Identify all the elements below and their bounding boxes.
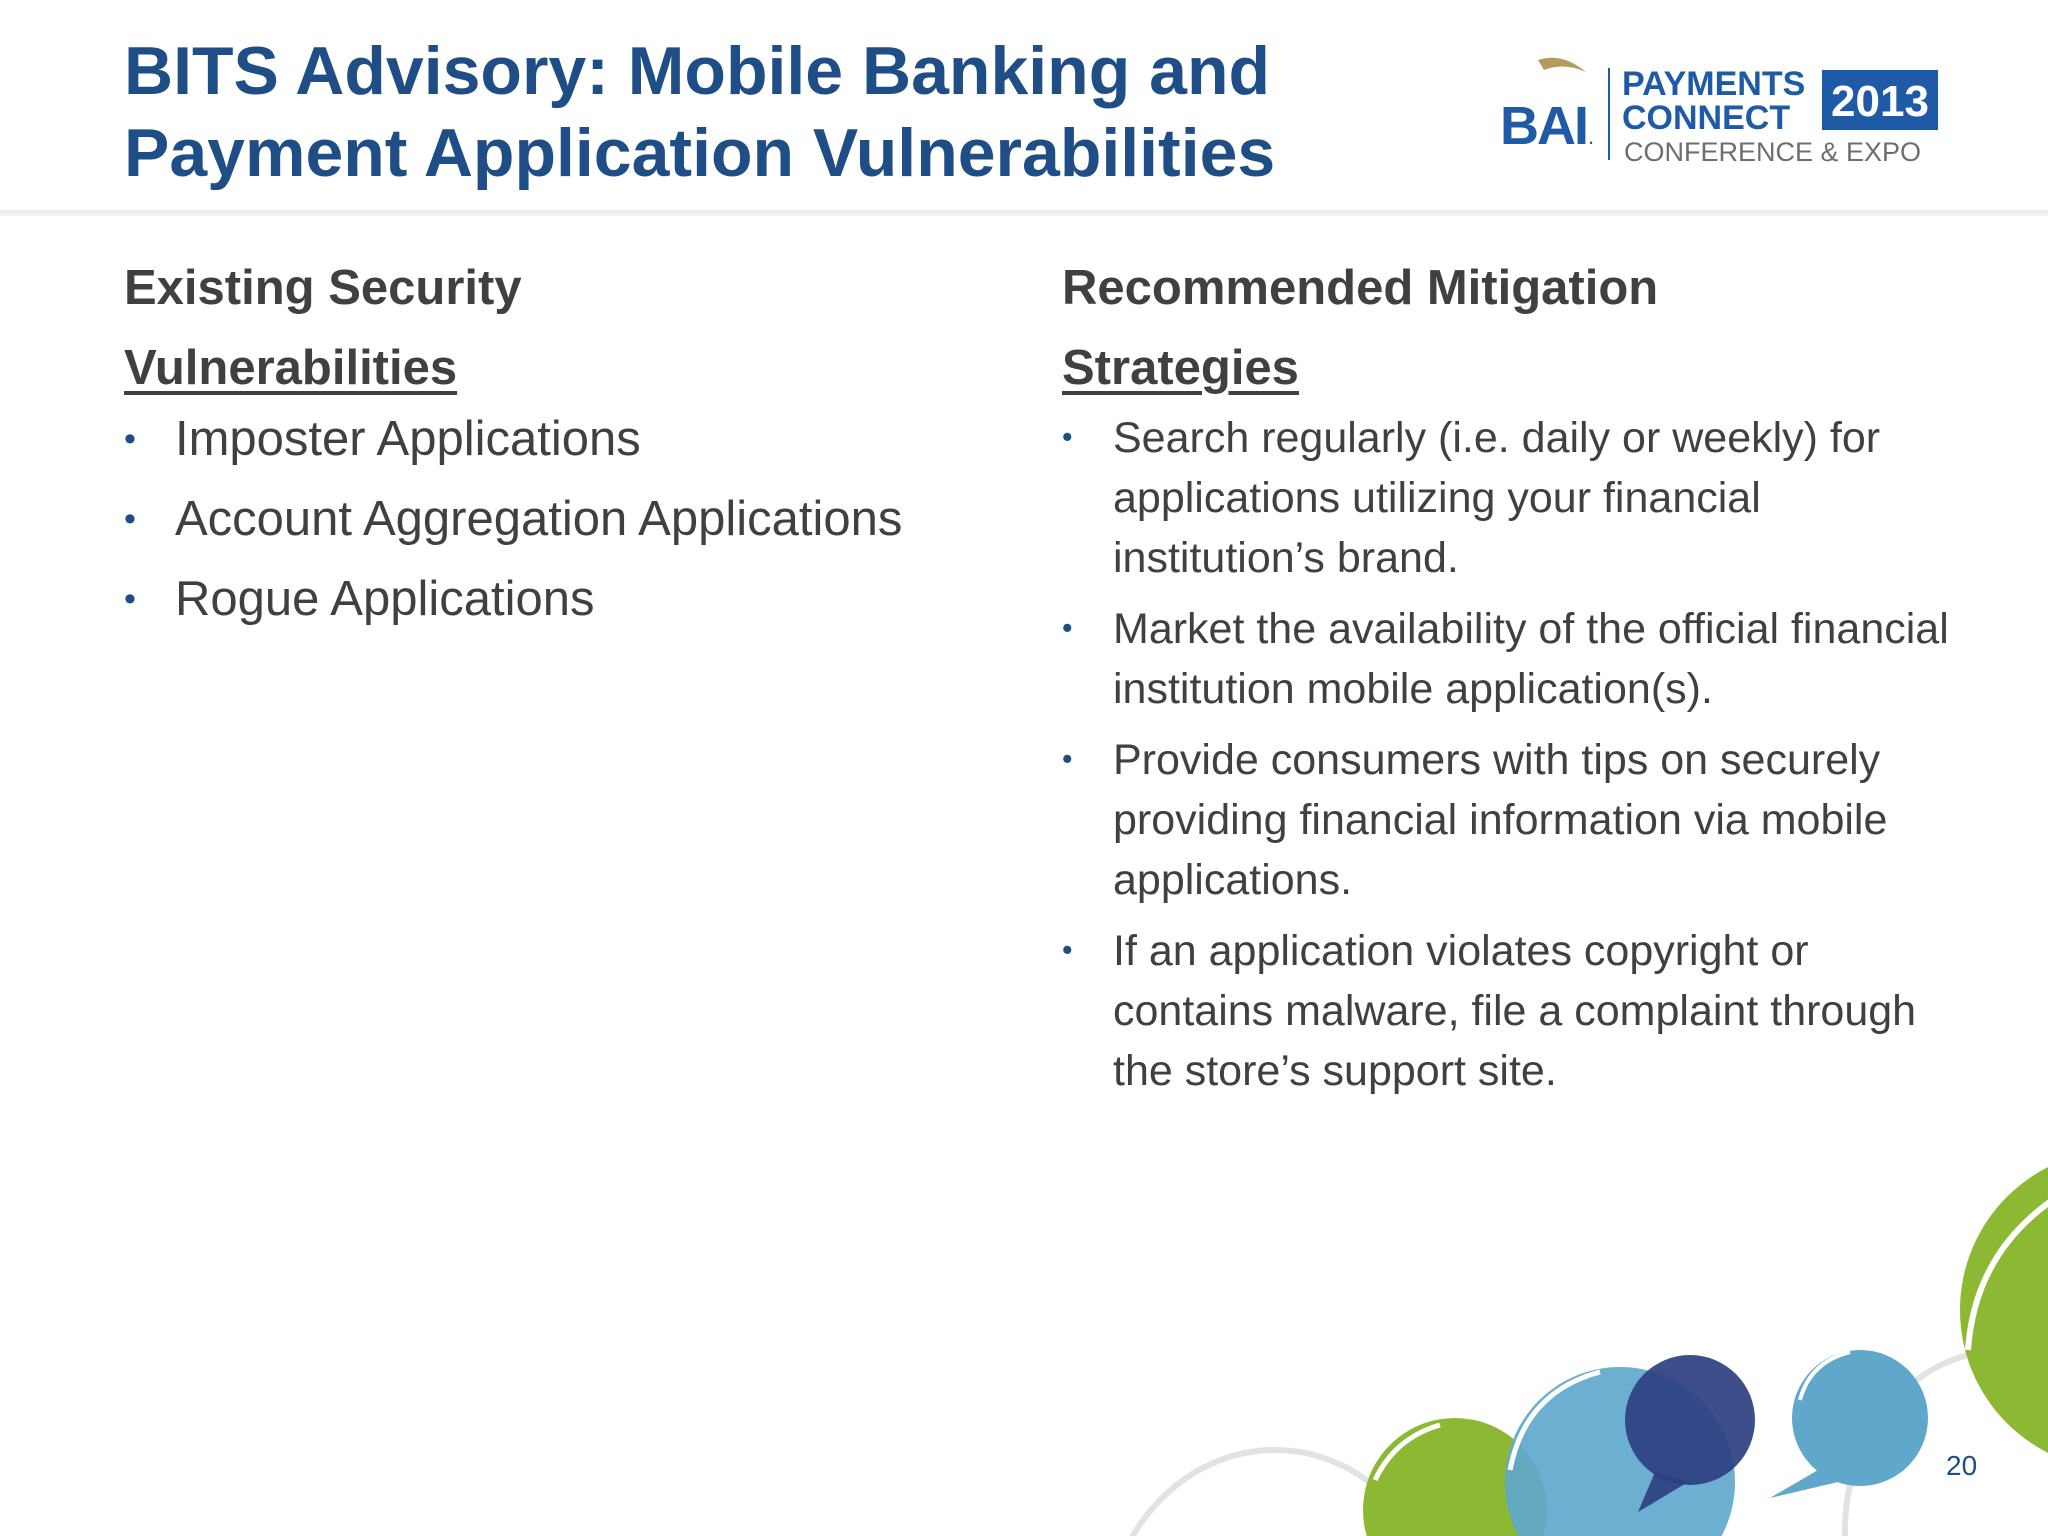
slide-title-line-2: Payment Application Vulnerabilities: [124, 115, 1276, 191]
bullet-icon: •: [124, 420, 137, 458]
logo-year: 2013: [1831, 77, 1929, 126]
logo-brand: BAI: [1500, 96, 1587, 156]
right-heading-line-1: Recommended Mitigation: [1062, 261, 1659, 315]
left-heading-line-2: Vulnerabilities: [124, 341, 458, 395]
bullet-icon: •: [124, 500, 137, 538]
logo-line-conference: CONFERENCE & EXPO: [1624, 137, 1922, 167]
bullet-icon: •: [1062, 421, 1073, 454]
bullet-icon: •: [124, 580, 137, 618]
list-item-text: Market the availability of the official financial institution mobile application(s).: [1113, 605, 1949, 713]
green-bubble-right-icon: [1960, 1150, 2048, 1470]
bullet-icon: •: [1062, 934, 1073, 967]
list-item-text: Account Aggregation Applications: [175, 492, 903, 546]
list-item-text: Search regularly (i.e. daily or weekly) for applications utilizing your financial institution’s brand.: [1113, 414, 1881, 582]
logo-line-payments: PAYMENTS: [1622, 65, 1806, 103]
list-item-text: Provide consumers with tips on securely providing financial information via mobile applications.: [1113, 736, 1888, 904]
list-item-text: Rogue Applications: [175, 572, 595, 626]
list-item-text: If an application violates copyright or contains malware, file a complaint through the store’s support site.: [1113, 927, 1917, 1095]
page-number: 20: [1946, 1450, 1978, 1481]
logo-registered: .: [1588, 124, 1595, 149]
slide-title-line-1: BITS Advisory: Mobile Banking and: [124, 33, 1271, 109]
logo-line-connect: CONNECT: [1622, 99, 1791, 137]
light-blue-bubble-small-icon: [1770, 1350, 1928, 1498]
left-heading-line-1: Existing Security: [124, 261, 522, 315]
bullet-icon: •: [1062, 612, 1073, 645]
bullet-icon: •: [1062, 743, 1073, 776]
right-heading-line-2: Strategies: [1062, 341, 1299, 395]
list-item-text: Imposter Applications: [175, 412, 641, 466]
